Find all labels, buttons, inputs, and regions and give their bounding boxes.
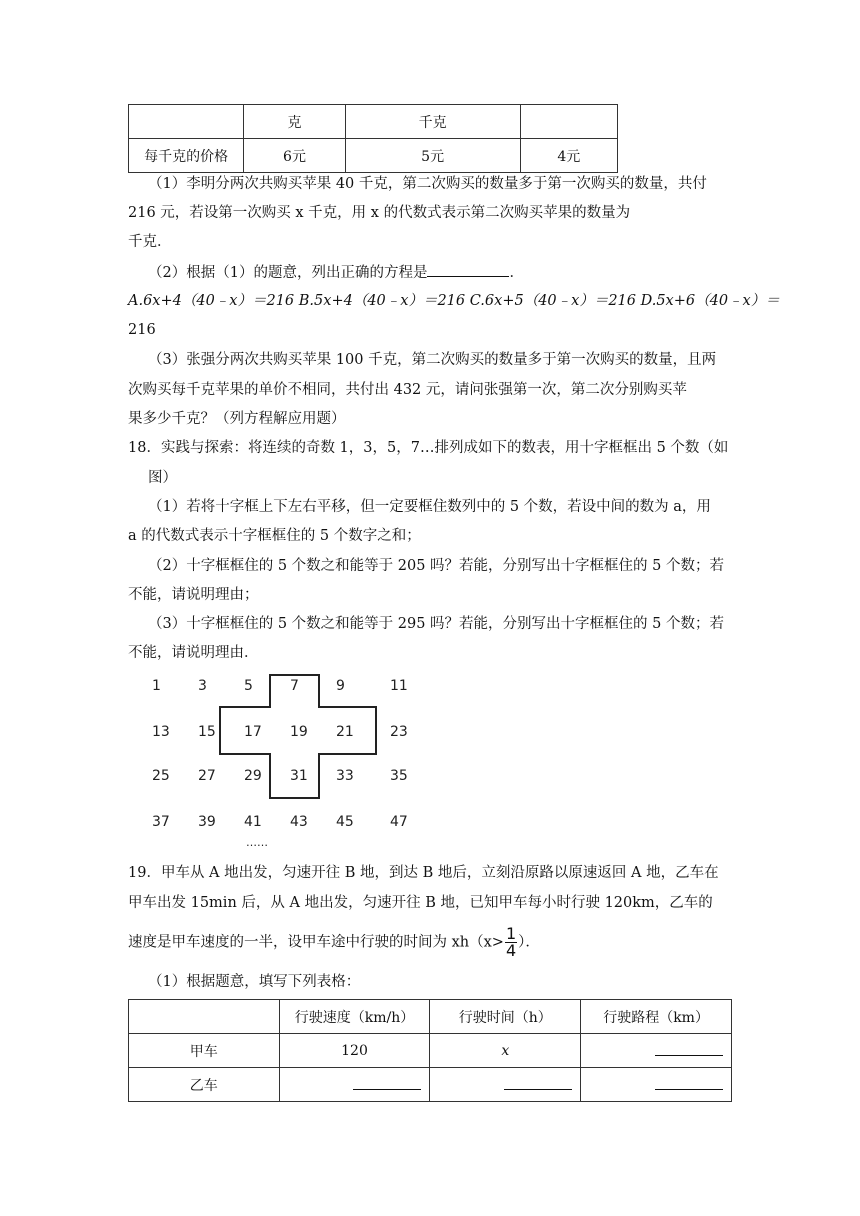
answer-blank[interactable]	[504, 1075, 572, 1090]
fraction-one-quarter: $\frac{1}{4}$	[505, 924, 517, 960]
price-table-cell: 5元	[345, 139, 520, 173]
grid-number: 7	[290, 678, 299, 694]
travel-table-header-cell: 行驶速度（km/h）	[279, 1000, 430, 1034]
grid-number: 41	[244, 814, 262, 830]
grid-number: 33	[336, 768, 354, 784]
q18-part3-line2: 不能，请说明理由．	[128, 645, 259, 661]
travel-table-row-label: 甲车	[129, 1034, 280, 1068]
travel-table	[128, 999, 732, 1102]
travel-table-cell	[581, 1034, 732, 1068]
q17-part3-line2: 次购买每千克苹果的单价不相同，共付出 432 元，请问张强第一次，第二次分别购买苹	[128, 382, 687, 398]
travel-table-cell	[279, 1068, 430, 1102]
grid-number: 47	[390, 814, 408, 830]
q17-part3-line3: 果多少千克？（列方程解应用题）	[128, 411, 346, 427]
q19-part1: （1）根据题意，填写下列表格：	[148, 974, 361, 990]
grid-number: 3	[198, 678, 207, 694]
grid-number: 31	[290, 768, 308, 784]
grid-number: 13	[152, 724, 170, 740]
grid-number: 5	[244, 678, 253, 694]
q17-part3-line1: （3）张强分两次共购买苹果 100 千克，第二次购买的数量多于第一次购买的数量，且两	[148, 352, 717, 368]
travel-table-cell	[430, 1068, 581, 1102]
grid-number: 23	[390, 724, 408, 740]
cross-frame	[140, 670, 430, 850]
grid-number: 17	[244, 724, 262, 740]
q19-line3-end: ）．	[518, 934, 540, 951]
travel-table-cell	[430, 1034, 581, 1068]
grid-number: 37	[152, 814, 170, 830]
travel-table-header-cell: 行驶时间（h）	[430, 1000, 581, 1034]
q19-line3-text: 速度是甲车速度的一半，设甲车途中行驶的时间为 xh（x>	[128, 934, 504, 951]
grid-number: 39	[198, 814, 216, 830]
q17-part1-line2: 216 元，若设第一次购买 x 千克，用 x 的代数式表示第二次购买苹果的数量为	[128, 205, 631, 221]
q18-part3-line1: （3）十字框框住的 5 个数之和能等于 295 吗？若能，分别写出十字框框住的 5 个数；若	[148, 616, 725, 632]
q17-part2	[148, 262, 524, 283]
odd-number-grid	[140, 670, 430, 850]
grid-number: 27	[198, 768, 216, 784]
grid-number: 25	[152, 768, 170, 784]
grid-number: 21	[336, 724, 354, 740]
grid-number: 15	[198, 724, 216, 740]
q18-part1-line1: （1）若将十字框上下左右平移，但一定要框住数列中的 5 个数，若设中间的数为 a，用	[148, 499, 711, 515]
q17-part1-line3: 千克．	[128, 234, 172, 250]
q18-part1-line2: a 的代数式表示十字框框住的 5 个数字之和；	[128, 528, 421, 544]
grid-ellipsis: ……	[246, 836, 268, 849]
travel-table-header-cell	[129, 1000, 280, 1034]
grid-number: 45	[336, 814, 354, 830]
price-table	[128, 104, 618, 173]
grid-number: 35	[390, 768, 408, 784]
price-table-header-cell	[520, 105, 617, 139]
grid-number: 11	[390, 678, 408, 694]
q18-part2-line2: 不能，请说明理由；	[128, 587, 259, 603]
q17-options-line2: 216	[128, 322, 156, 338]
q17-part2-end: ．	[509, 265, 524, 281]
variable-x: x	[501, 1042, 510, 1059]
travel-table-cell	[581, 1068, 732, 1102]
q19-line3	[128, 926, 540, 959]
q19-line1: 19．甲车从 A 地出发，匀速开往 B 地，到达 B 地后，立刻沿原路以原速返回 A 地，乙车在	[128, 865, 719, 881]
q18-part2-line1: （2）十字框框住的 5 个数之和能等于 205 吗？若能，分别写出十字框框住的 5 个数；若	[148, 558, 725, 574]
price-table-row-label: 每千克的价格	[129, 139, 244, 173]
grid-number: 19	[290, 724, 308, 740]
answer-blank[interactable]	[427, 262, 509, 277]
price-table-header-cell: 千克	[345, 105, 520, 139]
grid-number: 43	[290, 814, 308, 830]
price-table-header-cell	[129, 105, 244, 139]
grid-number: 1	[152, 678, 161, 694]
answer-blank[interactable]	[655, 1041, 723, 1056]
q17-part1-line1: （1）李明分两次共购买苹果 40 千克，第二次购买的数量多于第一次购买的数量，共付	[148, 176, 707, 192]
q19-line2: 甲车出发 15min 后，从 A 地出发，匀速开往 B 地，已知甲车每小时行驶 120km，乙车的	[128, 895, 713, 911]
q17-options-line1: A.6x+4（40﹣x）＝216 B.5x+4（40﹣x）＝216 C.6x+5（40﹣x）＝216 D.5x+6（40﹣x）＝	[128, 293, 780, 309]
travel-table-cell: 120	[279, 1034, 430, 1068]
answer-blank[interactable]	[655, 1075, 723, 1090]
answer-blank[interactable]	[353, 1075, 421, 1090]
q18-title-line2: 图）	[148, 470, 177, 486]
price-table-header-cell: 克	[244, 105, 345, 139]
travel-table-row-label: 乙车	[129, 1068, 280, 1102]
price-table-cell: 6元	[244, 139, 345, 173]
travel-table-header-cell: 行驶路程（km）	[581, 1000, 732, 1034]
grid-number: 9	[336, 678, 345, 694]
grid-number: 29	[244, 768, 262, 784]
q17-part2-text: （2）根据（1）的题意，列出正确的方程是	[148, 265, 428, 281]
q18-title-line1: 18．实践与探索：将连续的奇数 1，3，5，7…排列成如下的数表，用十字框框出 5 个数（如	[128, 440, 729, 456]
price-table-cell: 4元	[520, 139, 617, 173]
